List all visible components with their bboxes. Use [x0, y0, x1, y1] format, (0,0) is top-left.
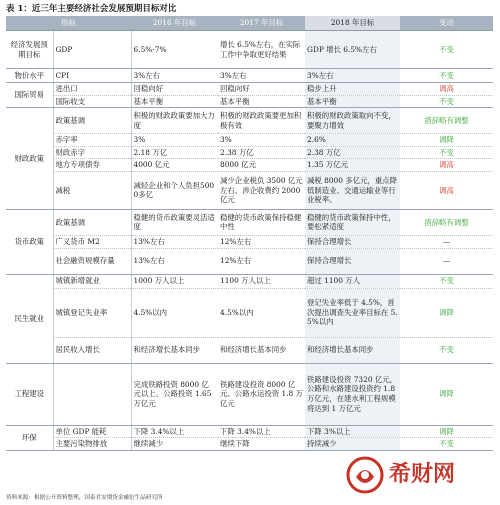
header-indicator: 指标 — [6, 16, 131, 31]
category-employment: 民生就业 — [6, 274, 53, 363]
value-2018: 持续减少 — [305, 438, 400, 451]
value-2016: 减轻企业和个人负担5000多亿 — [131, 171, 218, 209]
category-growth: 经济发展预期目标 — [6, 31, 53, 69]
watermark-text: 希财网 — [389, 462, 456, 487]
value-2016: 13%左右 — [131, 235, 218, 248]
value-2017: 稳健的货币政策保持稳健中性 — [218, 209, 305, 235]
change-badge: — — [400, 235, 493, 248]
value-2017: 3% — [218, 134, 305, 147]
change-badge: 不变 — [400, 274, 493, 288]
indicator-cell: 减税 — [53, 171, 131, 209]
value-2018: 保持合理增长 — [305, 235, 400, 248]
change-badge: 不变 — [400, 69, 493, 83]
indicator-cell: 主要污染物排放 — [53, 438, 131, 451]
value-2017: 和经济增长基本同步 — [218, 337, 305, 363]
indicator-cell: 政策基调 — [53, 209, 131, 235]
change-badge: 调降 — [400, 288, 493, 337]
table-row — [6, 171, 493, 209]
indicator-cell: 广义货币 M2 — [53, 235, 131, 248]
value-2016: 3%左右 — [131, 69, 218, 83]
value-2017: 增长 6.5%左右，在实际工作中争取更好结果 — [218, 31, 305, 69]
value-2016: 继续减少 — [131, 438, 218, 451]
value-2018: 2.6% — [305, 134, 400, 147]
table-row — [6, 337, 493, 363]
value-2016: 1000 万人以上 — [131, 274, 218, 288]
value-2016: 13%左右 — [131, 248, 218, 274]
indicator-cell: 进出口 — [53, 83, 131, 96]
category-price: 物价水平 — [6, 69, 53, 83]
value-2017: 铁路建设投资 8000 亿元、公路水运投资 1.8 万亿元 — [218, 363, 305, 425]
value-2017: 12%左右 — [218, 248, 305, 274]
indicator-cell: GDP — [53, 31, 131, 69]
watermark-logo-icon — [345, 455, 385, 495]
value-2018: 积极的财政政策取向不变，要聚力增效 — [305, 108, 400, 134]
change-badge: 不变 — [400, 31, 493, 69]
value-2018: 稳健的货币政策保持中性，要松紧适度 — [305, 209, 400, 235]
value-2017: 4.5%以内 — [218, 288, 305, 337]
table-row — [6, 438, 493, 451]
change-badge: 调高 — [400, 83, 493, 96]
watermark — [343, 453, 498, 497]
indicator-cell — [53, 363, 131, 425]
table-row — [6, 363, 493, 425]
indicator-cell: 赤字率 — [53, 134, 131, 147]
table-row — [6, 146, 493, 159]
change-badge: 调降 — [400, 425, 493, 438]
value-2016: 3% — [131, 134, 218, 147]
value-2016: 4.5%以内 — [131, 288, 218, 337]
value-2018: GDP 增长 6.5%左右 — [305, 31, 400, 69]
value-2018: 保持合理增长 — [305, 248, 400, 274]
category-monetary: 货币政策 — [6, 209, 53, 274]
change-badge: 不变 — [400, 146, 493, 159]
value-2016: 下降 3.4%以上 — [131, 425, 218, 438]
value-2017: 继续下降 — [218, 438, 305, 451]
table-caption: 表 1：近三年主要经济社会发展预期目标对比 — [6, 4, 177, 14]
indicator-cell: 财政赤字 — [53, 146, 131, 159]
table-row — [6, 31, 493, 69]
change-badge: 调高 — [400, 171, 493, 209]
value-2018: 基本平衡 — [305, 95, 400, 108]
value-2018: 2.38 万亿 — [305, 146, 400, 159]
indicator-cell: 地方专项债券 — [53, 159, 131, 172]
indicator-cell: 居民收入增长 — [53, 337, 131, 363]
indicator-cell: 城镇新增就业 — [53, 274, 131, 288]
change-badge: 措辞略有调整 — [400, 209, 493, 235]
category-engineering: 工程建设 — [6, 363, 53, 425]
category-trade: 国际贸易 — [6, 83, 53, 108]
indicator-cell: 国际收支 — [53, 95, 131, 108]
table-row — [6, 108, 493, 134]
value-2016: 和经济增长基本同步 — [131, 337, 218, 363]
table-row — [6, 95, 493, 108]
indicator-cell: 单位 GDP 能耗 — [53, 425, 131, 438]
change-badge: 措辞略有调整 — [400, 108, 493, 134]
table-row — [6, 248, 493, 274]
table-row — [6, 274, 493, 288]
value-2017: 12%左右 — [218, 235, 305, 248]
value-2017: 减少企业税负 3500 亿元左右、涉企收费约 2000 亿元 — [218, 171, 305, 209]
value-2017: 8000 亿元 — [218, 159, 305, 172]
change-badge: 调高 — [400, 159, 493, 172]
table-row — [6, 288, 493, 337]
table-row — [6, 134, 493, 147]
change-badge: — — [400, 248, 493, 274]
value-2018: 稳步上升 — [305, 83, 400, 96]
table-row — [6, 83, 493, 96]
change-badge: 调降 — [400, 134, 493, 147]
value-2018: 1.35 万亿元 — [305, 159, 400, 172]
indicator-cell: 城镇登记失业率 — [53, 288, 131, 337]
value-2018: 下降 3%以上 — [305, 425, 400, 438]
table-row — [6, 209, 493, 235]
change-badge: 不变 — [400, 438, 493, 451]
change-badge: 不变 — [400, 95, 493, 108]
change-badge: 调降 — [400, 363, 493, 425]
value-2017: 3%左右 — [218, 69, 305, 83]
value-2018: 登记失业率低于 4.5%，首次提出调查失业率目标在 5.5%以内 — [305, 288, 400, 337]
indicator-cell: CPI — [53, 69, 131, 83]
value-2016: 基本平衡 — [131, 95, 218, 108]
value-2018: 减税 8000 多亿元，重点降低制造业、交通运输业等行业税率。 — [305, 171, 400, 209]
value-2018: 和经济增长基本同步 — [305, 337, 400, 363]
change-badge: 不变 — [400, 337, 493, 363]
table-row — [6, 69, 493, 83]
value-2018: 铁路建设投资 7320 亿元，公路和水路建设投资约 1.8 万亿元，在建水利工程规模将达到 1 万亿元 — [305, 363, 400, 425]
indicator-cell: 政策基调 — [53, 108, 131, 134]
header-2018: 2018 年目标 — [305, 16, 400, 31]
value-2017: 积极的财政政策要更加积极有效 — [218, 108, 305, 134]
value-2016: 4000 亿元 — [131, 159, 218, 172]
value-2018: 超过 1100 万人 — [305, 274, 400, 288]
value-2016: 回稳向好 — [131, 83, 218, 96]
value-2016: 2.18 万亿 — [131, 146, 218, 159]
category-fiscal: 财政政策 — [6, 108, 53, 210]
category-environment: 环保 — [6, 425, 53, 450]
value-2016: 积极的财政政策要加大力度 — [131, 108, 218, 134]
indicator-cell: 社会融资规模存量 — [53, 248, 131, 274]
value-2018: 3%左右 — [305, 69, 400, 83]
value-2017: 回稳向好 — [218, 83, 305, 96]
table-header-row — [6, 16, 493, 31]
table-row — [6, 235, 493, 248]
value-2017: 2.38 万亿 — [218, 146, 305, 159]
value-2016: 稳健的货币政策要灵活适度 — [131, 209, 218, 235]
value-2017: 下降 3.4%以上 — [218, 425, 305, 438]
value-2016: 完成铁路投资 8000 亿元以上、公路投资 1.65 万亿元 — [131, 363, 218, 425]
header-change: 变动 — [400, 16, 493, 31]
value-2016: 6.5%-7% — [131, 31, 218, 69]
value-2017: 1100 万人以上 — [218, 274, 305, 288]
table-row — [6, 425, 493, 438]
header-2017: 2017 年目标 — [218, 16, 305, 31]
table-row — [6, 159, 493, 172]
value-2017: 基本平衡 — [218, 95, 305, 108]
targets-table — [6, 16, 493, 451]
source-note: 资料来源：根据公开资料整理，国泰君安期货金融衍生品研究所 — [6, 495, 163, 501]
header-2016: 2016 年目标 — [131, 16, 218, 31]
